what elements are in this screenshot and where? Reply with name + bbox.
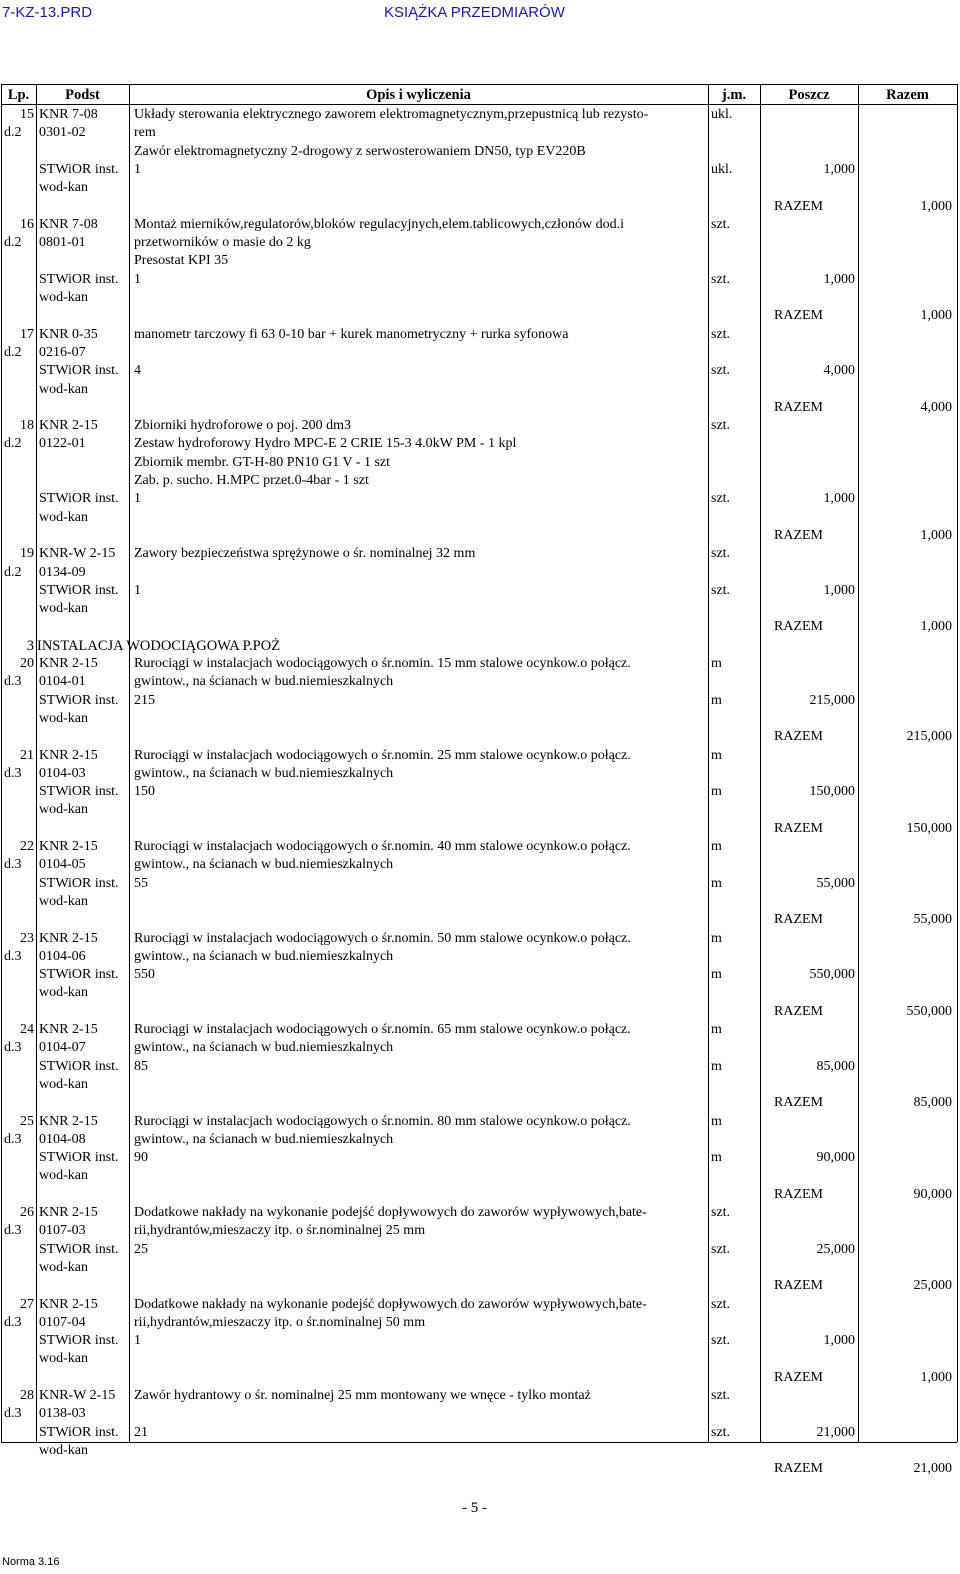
col-header-jm: j.m.: [721, 87, 747, 103]
unit: ukl.: [711, 107, 733, 122]
col-header-opis: Opis i wyliczenia: [366, 87, 471, 103]
col-header-razem: Razem: [886, 87, 929, 103]
total-quantity: 25,000: [913, 1278, 952, 1294]
catalog-code: KNR 2-15: [39, 1022, 98, 1037]
calculation-value: 55: [134, 875, 148, 891]
total-quantity: 55,000: [913, 912, 952, 928]
unit: szt.: [711, 1388, 731, 1403]
total-label: RAZEM: [774, 619, 823, 635]
section-number: 3: [26, 637, 34, 654]
source-label: STWiOR inst.: [39, 1424, 119, 1440]
item-number: 22: [20, 839, 34, 854]
item-chapter: d.2: [4, 436, 22, 452]
total-quantity: 1,000: [920, 527, 952, 543]
item-chapter: d.3: [4, 674, 22, 690]
catalog-position: 0107-04: [39, 1314, 86, 1330]
catalog-code: KNR 2-15: [39, 418, 98, 434]
catalog-code: KNR 2-15: [39, 656, 98, 671]
source-label-sub: wod-kan: [39, 1351, 88, 1367]
source-label: STWiOR inst.: [39, 271, 119, 287]
item-chapter: d.2: [4, 564, 22, 580]
item-number: 24: [20, 1022, 34, 1037]
col-divider-lp: [36, 84, 37, 1442]
source-label-sub: wod-kan: [39, 1168, 88, 1184]
calculation-value: 1: [134, 582, 141, 598]
col-divider-poszcz: [858, 84, 859, 1442]
total-label: RAZEM: [774, 1278, 823, 1294]
item-number: 28: [20, 1388, 34, 1403]
description-line: Montaż mierników,regulatorów,bloków regulacyjnych,elem.tablicowych,członów dod.i: [134, 216, 624, 232]
description-line: gwintow., na ścianach w bud.niemieszkalnych: [134, 765, 394, 781]
calculation-unit: ukl.: [711, 161, 733, 177]
description-line: Zbiorniki hydroforowe o poj. 200 dm3: [134, 418, 351, 434]
unit: szt.: [711, 546, 731, 562]
calculation-value: 25: [134, 1241, 148, 1257]
calculation-unit: m: [711, 967, 722, 983]
calculation-unit: m: [711, 875, 722, 891]
section-title: INSTALACJA WODOCIĄGOWA P.POŻ: [37, 637, 281, 654]
source-label-sub: wod-kan: [39, 601, 88, 617]
source-label: STWiOR inst.: [39, 784, 119, 800]
unit: szt.: [711, 1205, 731, 1220]
table-top-border: [1, 84, 957, 85]
table-bottom-border: [1, 1442, 957, 1443]
partial-quantity: 150,000: [809, 784, 855, 800]
description-line: Rurociągi w instalacjach wodociągowych o śr.nomin. 80 mm stalowe ocynkow.o połącz.: [134, 1113, 631, 1129]
item-chapter: d.2: [4, 344, 22, 360]
source-label-sub: wod-kan: [39, 1259, 88, 1275]
source-label-sub: wod-kan: [39, 985, 88, 1001]
source-label-sub: wod-kan: [39, 509, 88, 525]
item-chapter: d.3: [4, 1223, 22, 1239]
description-line: Rurociągi w instalacjach wodociągowych o śr.nomin. 65 mm stalowe ocynkow.o połącz.: [134, 1022, 631, 1037]
left-border: [1, 84, 2, 1442]
source-label: STWiOR inst.: [39, 1150, 119, 1166]
calculation-value: 1: [134, 1333, 141, 1349]
description-line: rii,hydrantów,mieszaczy itp. o śr.nominalnej 50 mm: [134, 1314, 426, 1330]
catalog-code: KNR 2-15: [39, 1113, 98, 1129]
partial-quantity: 90,000: [816, 1150, 855, 1166]
calculation-unit: szt.: [711, 491, 731, 507]
total-quantity: 150,000: [906, 820, 952, 836]
unit: m: [711, 656, 722, 671]
unit: m: [711, 839, 722, 854]
source-label: STWiOR inst.: [39, 1058, 119, 1074]
description-line: Dodatkowe nakłady na wykonanie podejść dopływowych do zaworów wypływowych,bate-: [134, 1205, 647, 1220]
total-quantity: 1,000: [920, 619, 952, 635]
description-line: gwintow., na ścianach w bud.niemieszkalnych: [134, 674, 394, 690]
partial-quantity: 1,000: [823, 491, 855, 507]
total-quantity: 90,000: [913, 1186, 952, 1202]
source-label: STWiOR inst.: [39, 363, 119, 379]
item-number: 15: [20, 107, 34, 122]
item-number: 26: [20, 1205, 34, 1220]
catalog-code: KNR 2-15: [39, 839, 98, 854]
total-label: RAZEM: [774, 729, 823, 745]
total-label: RAZEM: [774, 198, 823, 214]
total-quantity: 1,000: [920, 308, 952, 324]
unit: m: [711, 747, 722, 763]
source-label: STWiOR inst.: [39, 491, 119, 507]
catalog-position: 0134-09: [39, 564, 86, 580]
catalog-position: 0301-02: [39, 125, 86, 141]
source-label-sub: wod-kan: [39, 893, 88, 909]
source-label-sub: wod-kan: [39, 1442, 88, 1458]
calculation-value: 90: [134, 1150, 148, 1166]
source-label-sub: wod-kan: [39, 180, 88, 196]
total-label: RAZEM: [774, 1003, 823, 1019]
calculation-unit: szt.: [711, 1333, 731, 1349]
description-line: Zab. p. sucho. H.MPC przet.0-4bar - 1 szt: [134, 473, 369, 488]
total-quantity: 550,000: [906, 1003, 952, 1019]
partial-quantity: 4,000: [823, 363, 855, 379]
catalog-code: KNR 7-08: [39, 216, 98, 232]
catalog-code: KNR 2-15: [39, 1296, 98, 1312]
partial-quantity: 25,000: [816, 1241, 855, 1257]
item-number: 17: [20, 326, 34, 342]
source-label-sub: wod-kan: [39, 1076, 88, 1092]
total-label: RAZEM: [774, 527, 823, 543]
unit: szt.: [711, 326, 731, 342]
item-chapter: d.3: [4, 1131, 22, 1147]
description-line: Zawór elektromagnetyczny 2-drogowy z serwosterowaniem DN50, typ EV220B: [134, 143, 586, 159]
calculation-unit: szt.: [711, 1241, 731, 1257]
description-line: rem: [134, 125, 156, 141]
catalog-position: 0104-03: [39, 765, 86, 781]
unit: szt.: [711, 1296, 731, 1312]
catalog-position: 0104-05: [39, 857, 86, 873]
catalog-position: 0122-01: [39, 436, 86, 452]
calculation-value: 1: [134, 271, 141, 287]
total-label: RAZEM: [774, 399, 823, 415]
source-label: STWiOR inst.: [39, 692, 119, 708]
item-number: 16: [20, 216, 34, 232]
norma-label: Norma 3.16: [2, 1556, 60, 1568]
unit: m: [711, 1022, 722, 1037]
catalog-code: KNR-W 2-15: [39, 546, 116, 562]
description-line: gwintow., na ścianach w bud.niemieszkalnych: [134, 857, 394, 873]
description-line: przetworników o masie do 2 kg: [134, 235, 311, 251]
description-line: Dodatkowe nakłady na wykonanie podejść dopływowych do zaworów wypływowych,bate-: [134, 1296, 647, 1312]
catalog-code: KNR 2-15: [39, 1205, 98, 1220]
calculation-unit: szt.: [711, 582, 731, 598]
description-line: Zbiornik membr. GT-H-80 PN10 G1 V - 1 szt: [134, 454, 391, 470]
catalog-position: 0107-03: [39, 1223, 86, 1239]
description-line: Rurociągi w instalacjach wodociągowych o śr.nomin. 50 mm stalowe ocynkow.o połącz.: [134, 930, 631, 946]
catalog-code: KNR 2-15: [39, 747, 98, 763]
total-quantity: 1,000: [920, 198, 952, 214]
calculation-unit: szt.: [711, 271, 731, 287]
item-chapter: d.3: [4, 1314, 22, 1330]
item-chapter: d.2: [4, 125, 22, 141]
total-quantity: 85,000: [913, 1095, 952, 1111]
calculation-unit: m: [711, 784, 722, 800]
calculation-unit: szt.: [711, 1424, 731, 1440]
calculation-value: 85: [134, 1058, 148, 1074]
calculation-unit: m: [711, 1150, 722, 1166]
description-line: Rurociągi w instalacjach wodociągowych o śr.nomin. 15 mm stalowe ocynkow.o połącz.: [134, 656, 631, 671]
item-chapter: d.3: [4, 765, 22, 781]
item-chapter: d.3: [4, 1406, 22, 1422]
description-line: Zawór hydrantowy o śr. nominalnej 25 mm montowany we wnęce - tylko montaż: [134, 1388, 591, 1403]
total-label: RAZEM: [774, 820, 823, 836]
catalog-position: 0216-07: [39, 344, 86, 360]
calculation-value: 150: [134, 784, 155, 800]
description-line: gwintow., na ścianach w bud.niemieszkalnych: [134, 948, 394, 964]
unit: szt.: [711, 216, 731, 232]
source-label: STWiOR inst.: [39, 161, 119, 177]
partial-quantity: 85,000: [816, 1058, 855, 1074]
partial-quantity: 1,000: [823, 582, 855, 598]
total-label: RAZEM: [774, 1186, 823, 1202]
item-number: 25: [20, 1113, 34, 1129]
total-quantity: 215,000: [906, 729, 952, 745]
unit: m: [711, 1113, 722, 1129]
partial-quantity: 1,000: [823, 271, 855, 287]
description-line: manometr tarczowy fi 63 0-10 bar + kurek manometryczny + rurka syfonowa: [134, 326, 569, 342]
calculation-value: 4: [134, 363, 141, 379]
source-label-sub: wod-kan: [39, 290, 88, 305]
description-line: rii,hydrantów,mieszaczy itp. o śr.nominalnej 25 mm: [134, 1223, 426, 1239]
description-line: Zawory bezpieczeństwa sprężynowe o śr. nominalnej 32 mm: [134, 546, 476, 562]
col-header-lp: Lp.: [7, 87, 30, 103]
partial-quantity: 21,000: [816, 1424, 855, 1440]
document-title: KSIĄŻKA PRZEDMIARÓW: [384, 4, 565, 21]
source-label: STWiOR inst.: [39, 582, 119, 598]
total-label: RAZEM: [774, 912, 823, 928]
calculation-value: 215: [134, 692, 155, 708]
item-number: 23: [20, 930, 34, 946]
right-border: [957, 84, 958, 1442]
total-quantity: 1,000: [920, 1369, 952, 1385]
catalog-position: 0104-06: [39, 948, 86, 964]
unit: m: [711, 930, 722, 946]
source-label: STWiOR inst.: [39, 875, 119, 891]
partial-quantity: 55,000: [816, 875, 855, 891]
file-name: 7-KZ-13.PRD: [2, 4, 93, 21]
item-number: 19: [20, 546, 34, 562]
calculation-unit: m: [711, 692, 722, 708]
catalog-position: 0138-03: [39, 1406, 86, 1422]
source-label: STWiOR inst.: [39, 1241, 119, 1257]
description-line: Presostat KPI 35: [134, 253, 229, 269]
calculation-value: 1: [134, 161, 141, 177]
source-label-sub: wod-kan: [39, 381, 88, 397]
catalog-position: 0801-01: [39, 235, 86, 251]
source-label: STWiOR inst.: [39, 967, 119, 983]
catalog-code: KNR 0-35: [39, 326, 98, 342]
description-line: Zestaw hydroforowy Hydro MPC-E 2 CRIE 15-3 4.0kW PM - 1 kpl: [134, 436, 517, 452]
item-chapter: d.3: [4, 1040, 22, 1056]
item-number: 20: [20, 656, 34, 671]
description-line: gwintow., na ścianach w bud.niemieszkalnych: [134, 1040, 394, 1056]
description-line: Układy sterowania elektrycznego zaworem elektromagnetycznym,przepustnicą lub rezysto-: [134, 107, 649, 122]
partial-quantity: 215,000: [809, 692, 855, 708]
catalog-code: KNR 2-15: [39, 930, 98, 946]
description-line: Rurociągi w instalacjach wodociągowych o śr.nomin. 25 mm stalowe ocynkow.o połącz.: [134, 747, 631, 763]
total-label: RAZEM: [774, 1095, 823, 1111]
unit: szt.: [711, 418, 731, 434]
partial-quantity: 550,000: [809, 967, 855, 983]
description-line: gwintow., na ścianach w bud.niemieszkalnych: [134, 1131, 394, 1147]
total-quantity: 4,000: [920, 399, 952, 415]
total-label: RAZEM: [774, 308, 823, 324]
header-bottom-border: [1, 104, 957, 105]
item-chapter: d.3: [4, 948, 22, 964]
item-number: 27: [20, 1296, 34, 1312]
source-label-sub: wod-kan: [39, 802, 88, 818]
catalog-code: KNR-W 2-15: [39, 1388, 116, 1403]
total-label: RAZEM: [774, 1461, 823, 1477]
total-quantity: 21,000: [913, 1461, 952, 1477]
source-label-sub: wod-kan: [39, 710, 88, 726]
calculation-unit: m: [711, 1058, 722, 1074]
partial-quantity: 1,000: [823, 1333, 855, 1349]
page-number: - 5 -: [462, 1500, 487, 1516]
item-number: 18: [20, 418, 34, 434]
catalog-code: KNR 7-08: [39, 107, 98, 122]
calculation-value: 1: [134, 491, 141, 507]
catalog-position: 0104-01: [39, 674, 86, 690]
col-header-podst: Podst: [65, 87, 100, 103]
calculation-unit: szt.: [711, 363, 731, 379]
calculation-value: 21: [134, 1424, 148, 1440]
col-divider-podst: [129, 84, 130, 1442]
col-header-poszcz: Poszcz: [788, 87, 830, 103]
catalog-position: 0104-08: [39, 1131, 86, 1147]
calculation-value: 550: [134, 967, 155, 983]
item-chapter: d.3: [4, 857, 22, 873]
partial-quantity: 1,000: [823, 161, 855, 177]
item-number: 21: [20, 747, 34, 763]
col-divider-opis: [708, 84, 709, 1442]
catalog-position: 0104-07: [39, 1040, 86, 1056]
item-chapter: d.2: [4, 235, 22, 251]
description-line: Rurociągi w instalacjach wodociągowych o śr.nomin. 40 mm stalowe ocynkow.o połącz.: [134, 839, 631, 854]
total-label: RAZEM: [774, 1369, 823, 1385]
source-label: STWiOR inst.: [39, 1333, 119, 1349]
